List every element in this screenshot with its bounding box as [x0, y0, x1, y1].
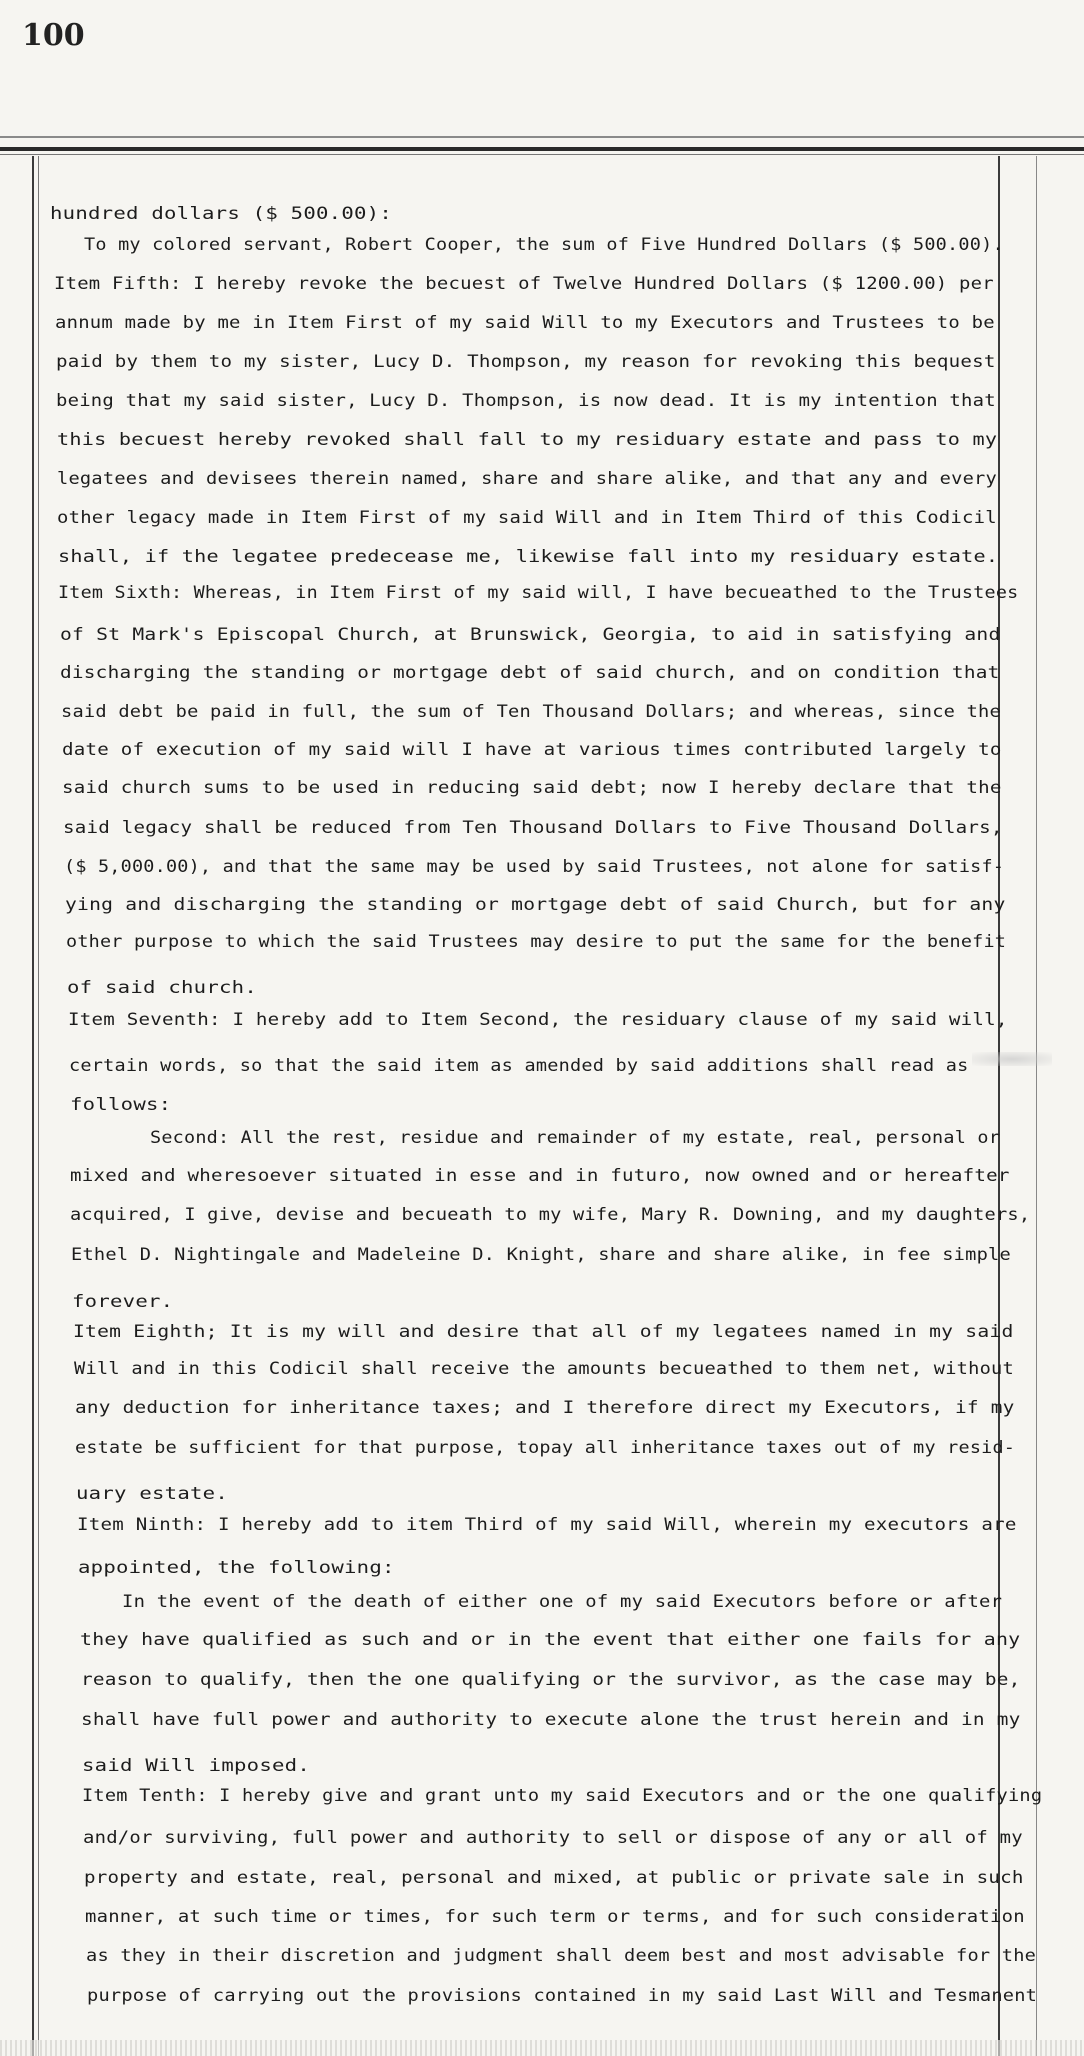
text-line: mixed and wheresoever situated in esse and in futuro, now owned and or hereafter — [70, 1166, 1010, 1185]
text-line: said legacy shall be reduced from Ten Thousand Dollars to Five Thousand Dollars, — [63, 818, 1003, 837]
text-line: Item Seventh: I hereby add to Item Second, the residuary clause of my said will, — [68, 1010, 1008, 1029]
left-margin-line — [32, 156, 34, 2056]
text-line: To my colored servant, Robert Cooper, the sum of Five Hundred Dollars ($ 500.00). — [84, 235, 1004, 254]
page-edge-texture — [0, 2040, 1084, 2056]
text-line: hundred dollars ($ 500.00): — [50, 204, 393, 223]
text-line: discharging the standing or mortgage debt of said church, and on condition that — [60, 663, 1000, 682]
text-line: said debt be paid in full, the sum of Ten Thousand Dollars; and whereas, since the — [61, 702, 1001, 721]
left-margin-line-inner — [38, 156, 39, 2056]
text-line: follows: — [70, 1095, 172, 1114]
text-line: any deduction for inheritance taxes; and I therefore direct my Executors, if my — [75, 1398, 1015, 1417]
text-line: said Will imposed. — [82, 1756, 311, 1775]
text-line: this becuest hereby revoked shall fall to my residuary estate and pass to my — [57, 430, 998, 449]
text-line: Second: All the rest, residue and remainder of my estate, real, personal or — [150, 1128, 1001, 1147]
text-line: said church sums to be used in reducing said debt; now I hereby declare that the — [62, 778, 1002, 797]
text-line: they have qualified as such and or in the event that either one fails for any — [80, 1630, 1021, 1649]
text-line: and/or surviving, full power and authority to sell or dispose of any or all of my — [83, 1828, 1023, 1847]
text-line: being that my said sister, Lucy D. Thompson, is now dead. It is my intention that — [56, 391, 996, 410]
text-line: uary estate. — [76, 1484, 229, 1503]
text-line: purpose of carrying out the provisions contained in my said Last Will and Tesmanent — [87, 1986, 1038, 2005]
text-line: Item Sixth: Whereas, in Item First of my said will, I have becueathed to the Trustees — [58, 583, 1019, 602]
text-line: ying and discharging the standing or mortgage debt of said Church, but for any — [65, 895, 1006, 914]
text-line: Item Eighth; It is my will and desire that all of my legatees named in my said — [73, 1322, 1014, 1341]
ink-smudge — [972, 1052, 1052, 1066]
header-rule-thin — [0, 136, 1084, 138]
header-rule-thick — [0, 147, 1084, 151]
text-line: reason to qualify, then the one qualifying or the survivor, as the case may be, — [81, 1670, 1021, 1689]
text-line: other purpose to which the said Trustees may desire to put the same for the benefit — [66, 932, 1007, 951]
text-line: manner, at such time or times, for such term or terms, and for such consideration — [85, 1907, 1025, 1926]
text-line: appointed, the following: — [78, 1558, 395, 1577]
text-line: Item Fifth: I hereby revoke the becuest of Twelve Hundred Dollars ($ 1200.00) per — [54, 274, 994, 293]
right-margin-line — [998, 156, 1000, 2056]
text-line: legatees and devisees therein named, share and share alike, and that any and every — [57, 469, 997, 488]
text-line: date of execution of my said will I have at various times contributed largely to — [62, 740, 1002, 759]
text-line: Item Tenth: I hereby give and grant unto my said Executors and or the one qualifying — [82, 1786, 1043, 1805]
text-line: of said church. — [67, 978, 258, 997]
text-line: property and estate, real, personal and mixed, at public or private sale in such — [84, 1868, 1024, 1887]
text-line: forever. — [72, 1292, 174, 1311]
text-line: estate be sufficient for that purpose, topay all inheritance taxes out of my resid- — [75, 1438, 1016, 1457]
text-line: other legacy made in Item First of my said Will and in Item Third of this Codicil — [57, 508, 997, 527]
text-line: In the event of the death of either one of my said Executors before or after — [122, 1592, 1003, 1611]
text-line: shall, if the legatee predecease me, likewise fall into my residuary estate. — [58, 547, 999, 566]
text-line: certain words, so that the said item as amended by said additions shall read as — [69, 1056, 969, 1075]
text-line: Ethel D. Nightingale and Madeleine D. Knight, share and share alike, in fee simple — [71, 1245, 1011, 1264]
text-line: acquired, I give, devise and becueath to my wife, Mary R. Downing, and my daughters, — [70, 1205, 1031, 1224]
text-line: ($ 5,000.00), and that the same may be used by said Trustees, not alone for satisf- — [64, 857, 1005, 876]
right-margin-line-outer — [1036, 156, 1037, 2056]
text-line: of St Mark's Episcopal Church, at Brunswick, Georgia, to aid in satisfying and — [60, 625, 1001, 644]
text-line: shall have full power and authority to execute alone the trust herein and in my — [81, 1710, 1021, 1729]
text-line: as they in their discretion and judgment shall deem best and most advisable for the — [86, 1946, 1037, 1965]
text-line: annum made by me in Item First of my said Will to my Executors and Trustees to be — [55, 313, 995, 332]
text-line: paid by them to my sister, Lucy D. Thompson, my reason for revoking this bequest — [56, 352, 996, 371]
text-line: Will and in this Codicil shall receive the amounts becueathed to them net, without — [74, 1359, 1014, 1378]
text-line: Item Ninth: I hereby add to item Third of my said Will, wherein my executors are — [77, 1515, 1017, 1534]
header-rule-lower — [0, 154, 1084, 155]
page-number: 100 — [22, 18, 85, 53]
